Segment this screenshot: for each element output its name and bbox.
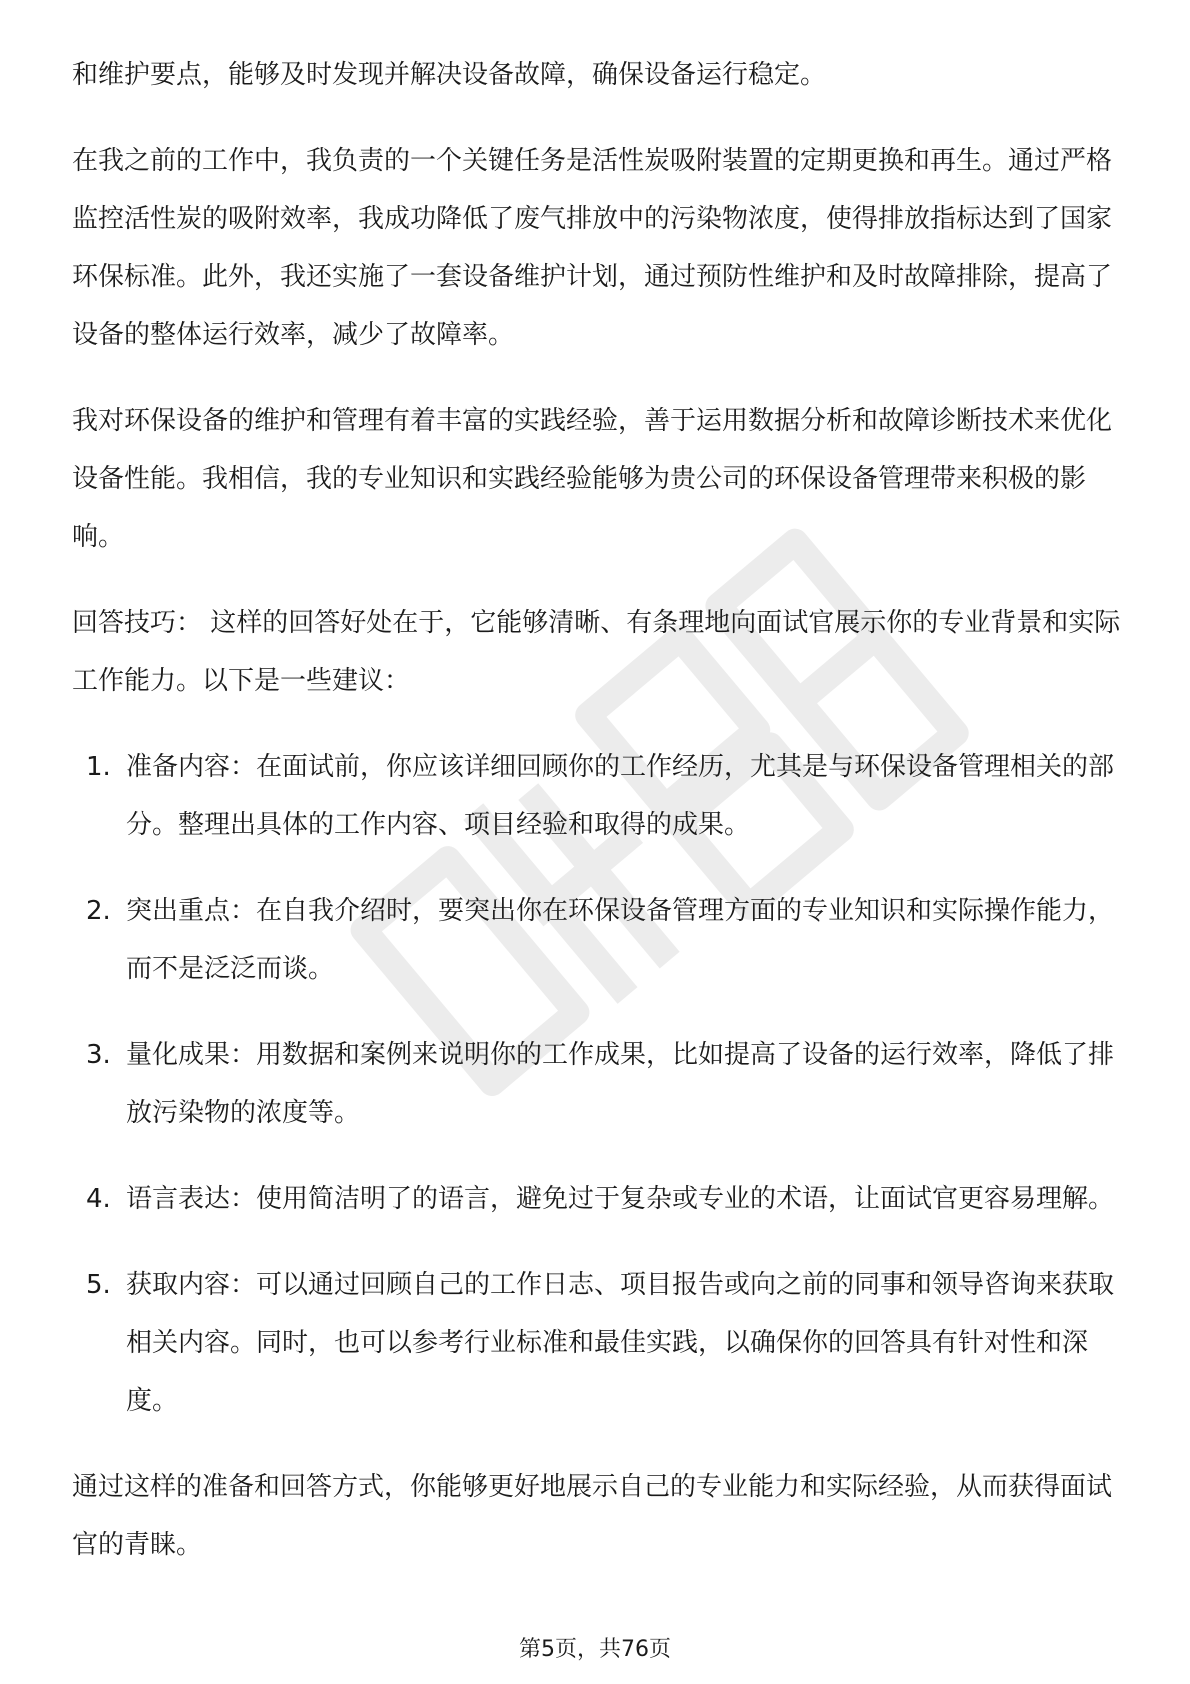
tips-label: 回答技巧： bbox=[72, 608, 203, 638]
list-item bbox=[72, 1026, 1122, 1142]
list-number: 2. bbox=[86, 896, 111, 926]
list-text: 获取内容：可以通过回顾自己的工作日志、项目报告或向之前的同事和领导咨询来获取相关内容。同时，也可以参考行业标准和最佳实践，以确保你的回答具有针对性和深度。 bbox=[126, 1270, 1115, 1416]
closing-paragraph: 通过这样的准备和回答方式，你能够更好地展示自己的专业能力和实际经验，从而获得面试官的青睐。 bbox=[72, 1472, 1113, 1560]
answer-tips bbox=[72, 594, 1122, 710]
list-text: 突出重点：在自我介绍时，要突出你在环保设备管理方面的专业知识和实际操作能力，而不是泛泛而谈。 bbox=[126, 896, 1115, 984]
paragraph-3: 我对环保设备的维护和管理有着丰富的实践经验，善于运用数据分析和故障诊断技术来优化设备性能。我相信，我的专业知识和实践经验能够为贵公司的环保设备管理带来积极的影响。 bbox=[72, 406, 1113, 552]
list-number: 3. bbox=[86, 1040, 111, 1070]
list-text: 语言表达：使用简洁明了的语言，避免过于复杂或专业的术语，让面试官更容易理解。 bbox=[126, 1184, 1115, 1214]
list-text: 量化成果：用数据和案例来说明你的工作成果，比如提高了设备的运行效率，降低了排放污染物的浓度等。 bbox=[126, 1040, 1115, 1128]
list-item bbox=[72, 1170, 1122, 1228]
paragraph-1: 和维护要点，能够及时发现并解决设备故障，确保设备运行稳定。 bbox=[72, 60, 827, 90]
list-text: 准备内容：在面试前，你应该详细回顾你的工作经历，尤其是与环保设备管理相关的部分。整理出具体的工作内容、项目经验和取得的成果。 bbox=[126, 752, 1115, 840]
list-item bbox=[72, 882, 1122, 998]
document-body bbox=[72, 46, 1122, 1602]
list-number: 4. bbox=[86, 1184, 111, 1214]
list-number: 1. bbox=[86, 752, 111, 782]
tips-text: 这样的回答好处在于，它能够清晰、有条理地向面试官展示你的专业背景和实际工作能力。以下是一些建议： bbox=[72, 608, 1121, 696]
suggestion-list bbox=[72, 738, 1122, 1430]
paragraph-2: 在我之前的工作中，我负责的一个关键任务是活性炭吸附装置的定期更换和再生。通过严格监控活性炭的吸附效率，我成功降低了废气排放中的污染物浓度，使得排放指标达到了国家环保标准。此外，我还实施了一套设备维护计划，通过预防性维护和及时故障排除，提高了设备的整体运行效率，减少了故障率。 bbox=[72, 146, 1113, 350]
list-item bbox=[72, 1256, 1122, 1430]
page-number: 第5页，共76页 bbox=[519, 1637, 671, 1662]
list-item bbox=[72, 738, 1122, 854]
list-number: 5. bbox=[86, 1270, 111, 1300]
